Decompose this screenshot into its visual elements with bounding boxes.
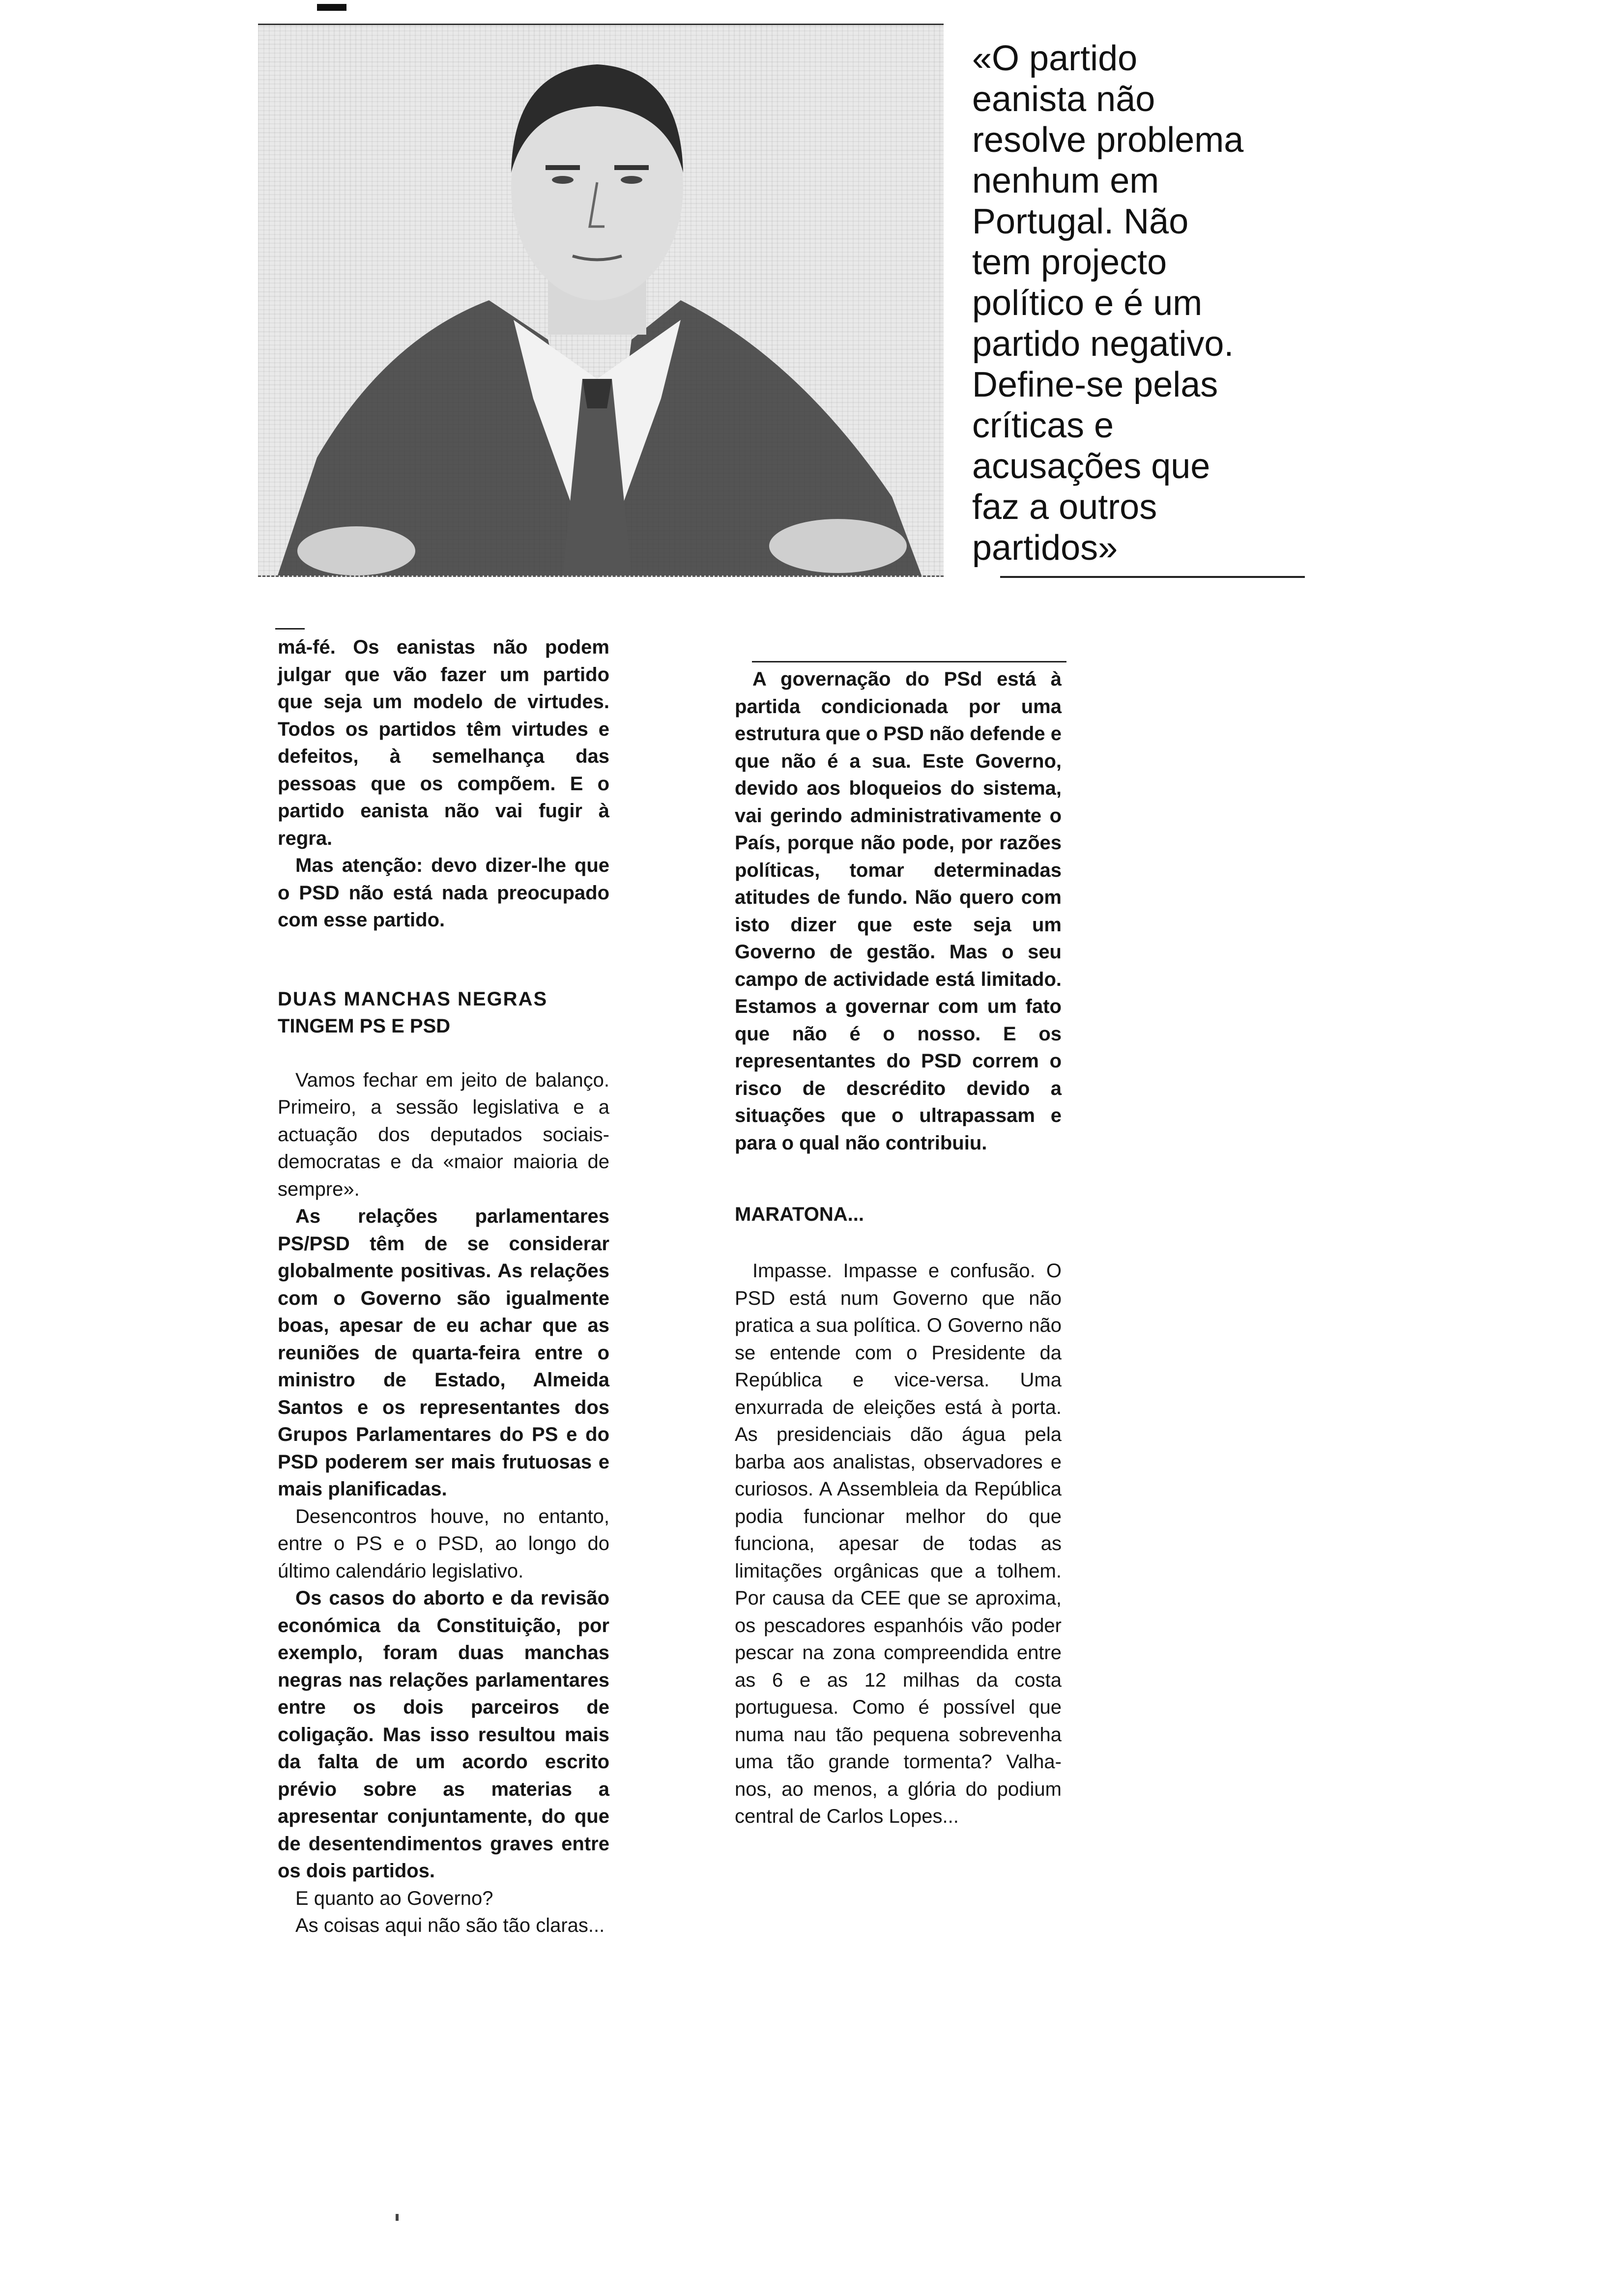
body-paragraph: Desencontros houve, no entanto, entre o PS e o PSD, ao longo do último calendário legislativo. <box>278 1505 609 1582</box>
pull-quote-line: Define-se pelas <box>972 365 1218 404</box>
body-paragraph: A governação do PSd está à partida condicionada por uma estrutura que o PSD não defende e que não é a sua. Este Governo, devido aos bloqueios do sistema, vai gerindo administrativamente o País, porque não pode, por razões políticas, tomar determinadas atitudes de fundo. Não quero com isto dizer que este seja um Governo de gestão. Mas o seu campo de actividade está limitado. Estamos a governar com um fato que não é o nosso. E os representantes do PSD correm o risco de descrédito devido a situações que o ultrapassam e para o qual não contribuiu. <box>735 668 1062 1154</box>
pull-quote-line: «O partido <box>972 39 1138 78</box>
pull-quote-line: Portugal. Não <box>972 202 1189 241</box>
column-top-dash <box>275 628 305 630</box>
body-paragraph: E quanto ao Governo? <box>295 1887 493 1909</box>
pull-quote-line: nenhum em <box>972 161 1159 201</box>
body-paragraph: Impasse. Impasse e confusão. O PSD está num Governo que não pratica a sua política. O Governo não se entende com o Presidente da República e vice-versa. Uma enxurrada de eleições está à porta. As presidenciais dão água pela barba aos analistas, observadores e curiosos. A Assembleia da República podia funcionar melhor do que funciona, apesar de todas as limitações orgânicas que a tolhem. Por causa da CEE que se aproxima, os pescadores espanhóis vão poder pescar na zona compreendida entre as 6 e as 12 milhas da costa portuguesa. Como é possível que numa nau tão pequena sobrevenha uma tão grande tormenta? Valha-nos, ao menos, a glória do podium central de Carlos Lopes... <box>735 1260 1062 1827</box>
pull-quote-line: resolve problema <box>972 120 1244 160</box>
portrait-photo <box>258 24 944 577</box>
pull-quote-rule <box>1000 576 1305 578</box>
pull-quote-line: partidos» <box>972 528 1118 568</box>
right-column <box>735 666 1062 1831</box>
pull-quote-line: críticas e <box>972 406 1114 445</box>
section-heading: MARATONA... <box>735 1204 864 1225</box>
left-column <box>278 634 609 1940</box>
pull-quote-line: eanista não <box>972 80 1155 119</box>
pull-quote-line: faz a outros <box>972 488 1157 527</box>
pull-quote-line: tem projecto <box>972 243 1167 282</box>
pull-quote-line: acusações que <box>972 447 1210 486</box>
body-paragraph: As relações parlamentares PS/PSD têm de se considerar globalmente positivas. As relações com o Governo são igualmente boas, apesar de eu achar que as reuniões de quarta-feira entre o ministro de Estado, Almeida Santos e os representantes dos Grupos Parlamentares do PS e do PSD poderem ser mais frutuosas e mais planificadas. <box>278 1205 609 1500</box>
pull-quote <box>972 38 1375 569</box>
body-paragraph: Os casos do aborto e da revisão económica da Constituição, por exemplo, foram duas manchas negras nas relações parlamentares entre os dois parceiros de coligação. Mas isso resultou mais da falta de um acordo escrito prévio sobre as materias a apresentar conjuntamente, do que de desentendimentos graves entre os dois partidos. <box>278 1587 609 1882</box>
body-paragraph: As coisas aqui não são tão claras... <box>295 1915 605 1936</box>
body-paragraph: má-fé. Os eanistas não podem julgar que vão fazer um partido que seja um modelo de virtudes. Todos os partidos têm virtudes e defeitos, à semelhança das pessoas que os compõem. E o partido eanista não vai fugir à regra. <box>278 636 609 849</box>
pull-quote-line: político e é um <box>972 284 1203 323</box>
man-in-suit-photo <box>258 25 944 575</box>
body-paragraph: Mas atenção: devo dizer-lhe que o PSD não está nada preocupado com esse partido. <box>278 855 609 931</box>
section-heading: DUAS MANCHAS NEGRAS <box>278 988 548 1010</box>
print-speck <box>396 2214 399 2221</box>
section-heading: TINGEM PS E PSD <box>278 1015 451 1037</box>
pull-quote-line: partido negativo. <box>972 324 1234 364</box>
top-print-mark <box>317 4 346 11</box>
body-paragraph: Vamos fechar em jeito de balanço. Primeiro, a sessão legislativa e a actuação dos deputados sociais-democratas e da «maior maioria de sempre». <box>278 1069 609 1200</box>
column-top-dash <box>752 661 1066 662</box>
